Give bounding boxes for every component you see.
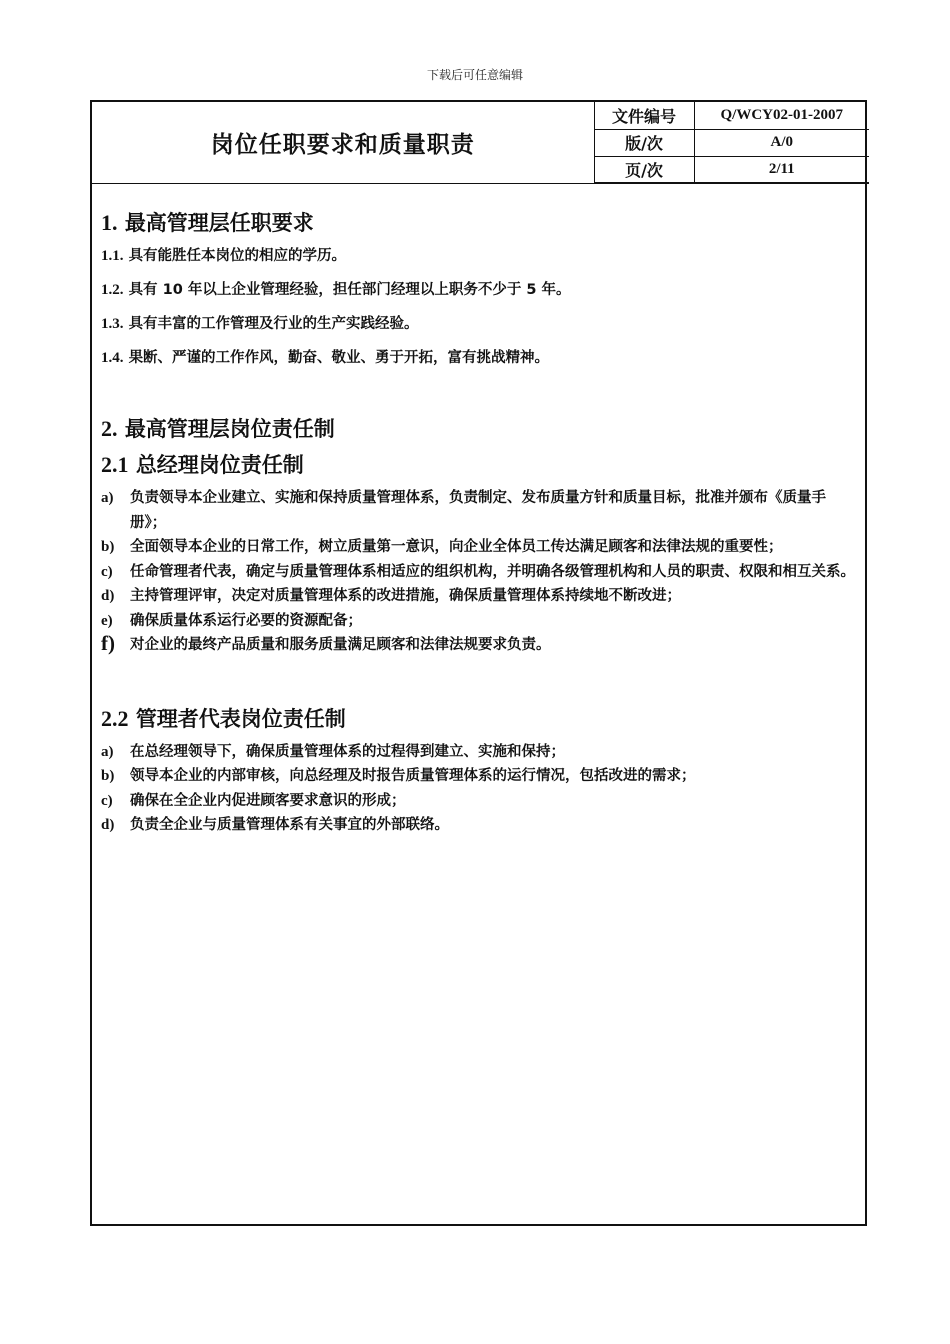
gm-duties-list (101, 486, 861, 658)
requirement-number: 1.2. (101, 282, 124, 298)
item-text: 主持管理评审，决定对质量管理体系的改进措施，确保质量管理体系持续地不断改进； (130, 588, 681, 604)
list-item (101, 633, 861, 658)
item-text: 领导本企业的内部审核，向总经理及时报告质量管理体系的运行情况，包括改进的需求； (130, 768, 696, 784)
item-text: 全面领导本企业的日常工作，树立质量第一意识，向企业全体员工传达满足顾客和法律法规的重要性； (130, 539, 783, 555)
document-body (101, 208, 861, 838)
section-2-number: 2. (101, 416, 118, 441)
section-1-title: 最高管理层任职要求 (124, 211, 314, 235)
document-header-table (92, 102, 869, 184)
requirement-1-4 (101, 348, 861, 368)
section-1-heading (101, 208, 861, 238)
section-2-2-title: 管理者代表岗位责任制 (135, 706, 346, 731)
mr-duties-list (101, 740, 861, 838)
section-2-1-heading (101, 450, 861, 480)
item-marker: a) (101, 743, 114, 760)
item-text: 负责领导本企业建立、实施和保持质量管理体系，负责制定、发布质量方针和质量目标，批准并颁布《质量手册》； (130, 490, 826, 531)
section-2-1-number: 2.1 (101, 452, 129, 477)
item-marker: b) (101, 539, 115, 555)
requirement-text: 果断、严谨的工作作风，勤奋、敬业、勇于开拓，富有挑战精神。 (128, 350, 550, 366)
document-frame (90, 100, 867, 1226)
requirement-1-3 (101, 314, 861, 334)
requirement-text: 具有 10 年以上企业管理经验，担任部门经理以上职务不少于 5 年。 (128, 282, 571, 298)
requirement-number: 1.1. (101, 248, 124, 264)
item-text: 确保质量体系运行必要的资源配备； (130, 612, 362, 629)
item-text: 对企业的最终产品质量和服务质量满足顾客和法律法规要求负责。 (130, 637, 551, 653)
list-item (101, 560, 861, 585)
doc-number-value: Q/WCY02-01-2007 (694, 102, 869, 129)
item-marker: d) (101, 817, 115, 833)
section-2-2-number: 2.2 (101, 705, 129, 731)
list-item (101, 535, 861, 560)
doc-number-label: 文件编号 (594, 102, 694, 129)
requirement-1-1 (101, 246, 861, 266)
section-1-number: 1. (101, 210, 118, 235)
requirement-text: 具有丰富的工作管理及行业的生产实践经验。 (128, 316, 419, 332)
requirement-1-2 (101, 280, 861, 300)
page-label: 页/次 (594, 156, 694, 183)
section-2-heading (101, 414, 861, 444)
version-value: A/0 (694, 129, 869, 156)
section-2-2-heading (101, 704, 861, 734)
item-marker: a) (101, 490, 114, 506)
list-item (101, 764, 861, 789)
item-marker: e) (101, 612, 113, 629)
list-item (101, 609, 861, 634)
item-marker: c) (101, 563, 113, 580)
item-text: 负责全企业与质量管理体系有关事宜的外部联络。 (130, 817, 449, 833)
item-marker: d) (101, 588, 115, 604)
item-marker: f) (101, 631, 115, 655)
version-label: 版/次 (594, 129, 694, 156)
item-text: 确保在全企业内促进顾客要求意识的形成； (130, 792, 406, 809)
item-text: 在总经理领导下，确保质量管理体系的过程得到建立、实施和保持； (130, 743, 565, 760)
requirement-number: 1.3. (101, 316, 124, 332)
item-marker: c) (101, 792, 113, 809)
list-item (101, 789, 861, 814)
section-2-title: 最高管理层岗位责任制 (124, 417, 335, 441)
item-marker: b) (101, 768, 115, 784)
list-item (101, 740, 861, 765)
list-item (101, 486, 861, 535)
list-item (101, 584, 861, 609)
document-title: 岗位任职要求和质量职责 (92, 102, 594, 183)
requirement-number: 1.4. (101, 350, 124, 366)
page-value: 2/11 (694, 156, 869, 183)
section-2-1-title: 总经理岗位责任制 (135, 453, 304, 477)
item-text: 任命管理者代表，确定与质量管理体系相适应的组织机构，并明确各级管理机构和人员的职责、权限和相互关系。 (130, 563, 855, 580)
requirement-text: 具有能胜任本岗位的相应的学历。 (128, 248, 347, 264)
top-note: 下载后可任意编辑 (426, 68, 523, 82)
list-item (101, 813, 861, 838)
